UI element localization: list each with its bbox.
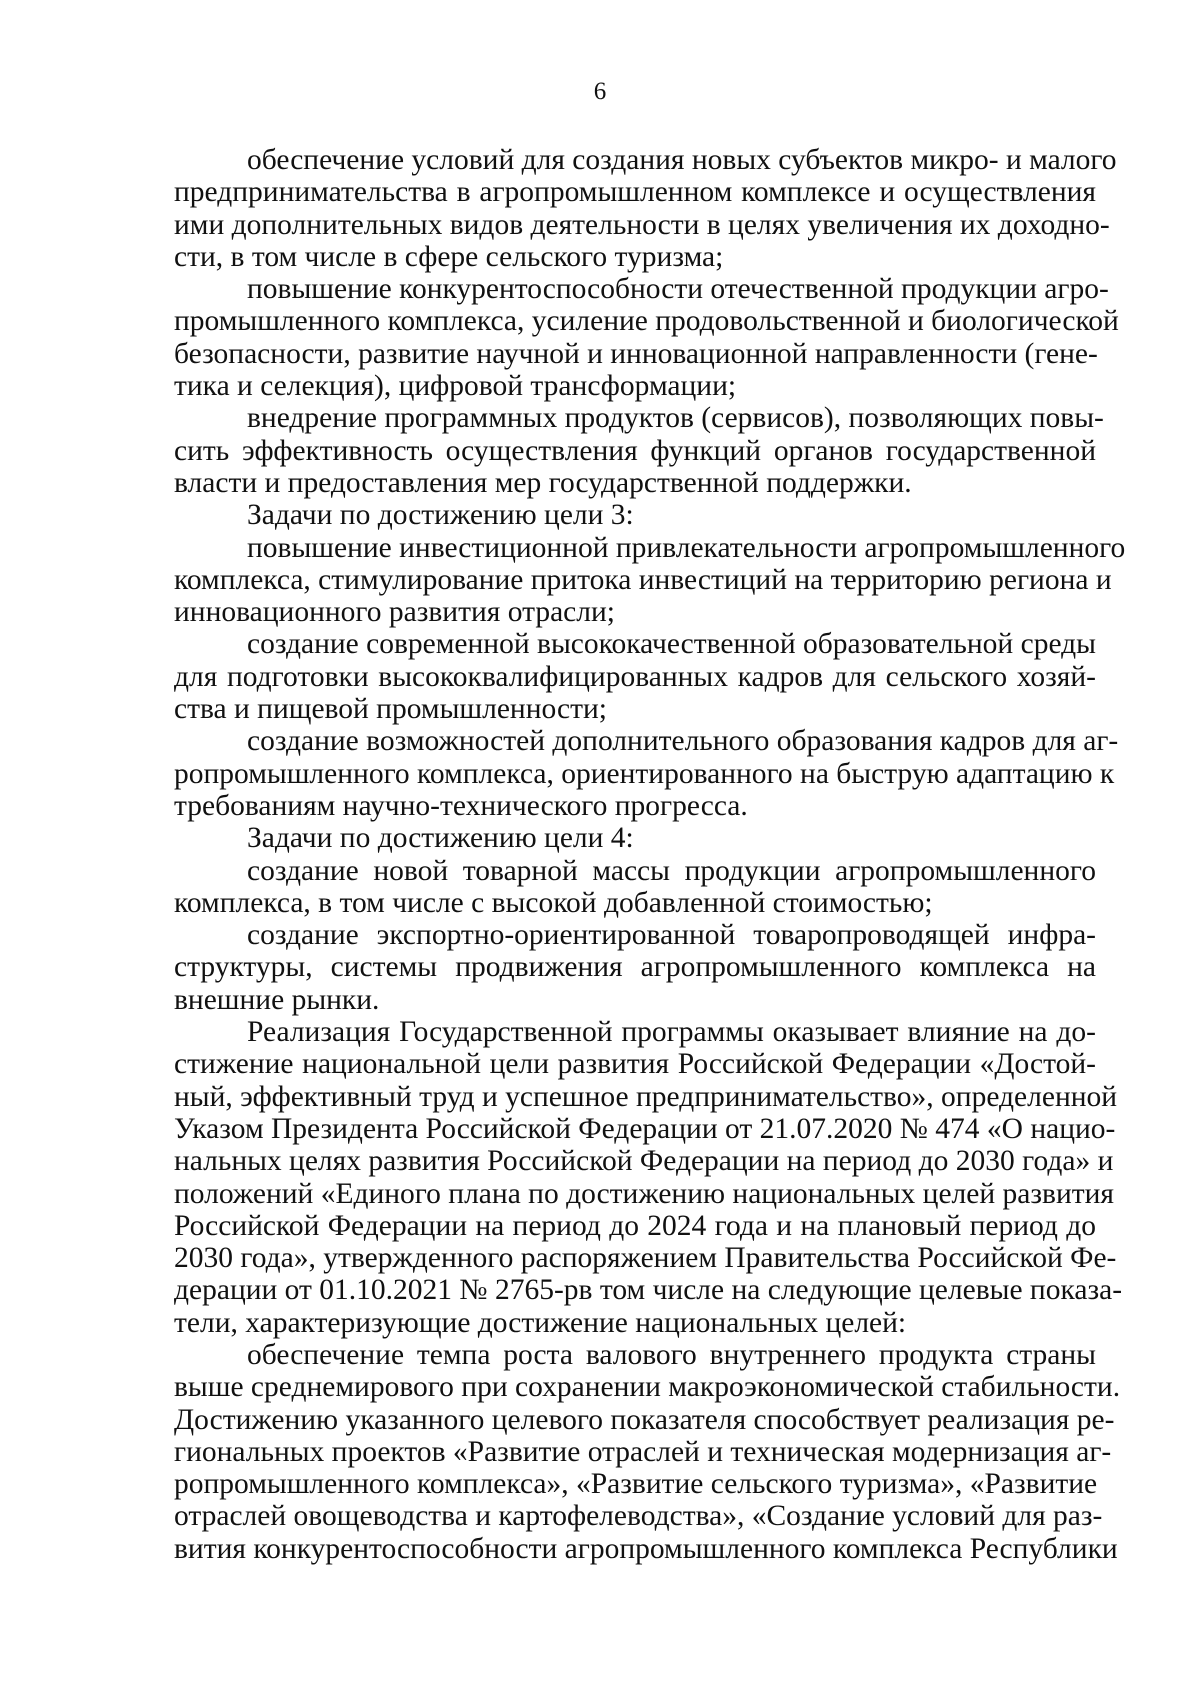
text-line: обеспечение условий для создания новых субъектов микро- и малого — [247, 144, 1117, 176]
text-line: сить эффективность осуществления функций органов государственной — [174, 434, 1096, 467]
text-line: сти, в том числе в сфере сельского туризма; — [174, 240, 724, 273]
text-line: Указом Президента Российской Федерации от 21.07.2020 № 474 «О нацио- — [174, 1112, 1116, 1145]
text-line: комплекса, в том числе с высокой добавленной стоимостью; — [174, 886, 933, 919]
text-line: Российской Федерации на период до 2024 года и на плановый период до — [174, 1209, 1096, 1242]
text-line: нальных целях развития Российской Федерации на период до 2030 года» и — [174, 1145, 1114, 1178]
text-line: комплекса, стимулирование притока инвестиций на территорию региона и — [174, 563, 1112, 596]
text-line: предпринимательства в агропромышленном комплексе и осуществления — [174, 176, 1096, 209]
text-line: ный, эффективный труд и успешное предпринимательство», определенной — [174, 1080, 1118, 1113]
text-line: внешние рынки. — [174, 983, 380, 1016]
text-line: ропромышленного комплекса», «Развитие сельского туризма», «Развитие — [174, 1468, 1098, 1501]
text-line: структуры, системы продвижения агропромышленного комплекса на — [174, 951, 1096, 984]
text-line: Реализация Государственной программы оказывает влияние на до- — [247, 1016, 1096, 1049]
text-line: власти и предоставления мер государственной поддержки. — [174, 466, 912, 499]
text-line: тика и селекция), цифровой трансформации; — [174, 370, 737, 403]
text-line: ропромышленного комплекса, ориентированного на быструю адаптацию к — [174, 757, 1115, 790]
text-line: ими дополнительных видов деятельности в целях увеличения их доходно- — [174, 208, 1110, 241]
text-line: для подготовки высококвалифицированных кадров для сельского хозяй- — [174, 660, 1096, 693]
text-line: Задачи по достижению цели 4: — [247, 822, 634, 855]
text-line: промышленного комплекса, усиление продовольственной и биологической — [174, 305, 1119, 338]
text-line: повышение конкурентоспособности отечественной продукции агро- — [247, 273, 1109, 306]
text-line: Задачи по достижению цели 3: — [247, 499, 634, 532]
text-line: создание экспортно-ориентированной товаропроводящей инфра- — [247, 919, 1096, 952]
document-body — [174, 144, 1126, 1565]
text-line: отраслей овощеводства и картофелеводства», «Создание условий для раз- — [174, 1500, 1103, 1533]
text-line: Достижению указанного целевого показателя способствует реализация ре- — [174, 1403, 1115, 1436]
text-line: обеспечение темпа роста валового внутреннего продукта страны — [247, 1338, 1096, 1371]
text-line: внедрение программных продуктов (сервисов), позволяющих повы- — [247, 402, 1104, 435]
text-line: тели, характеризующие достижение национальных целей: — [174, 1306, 907, 1339]
text-line: выше среднемирового при сохранении макроэкономической стабильности. — [174, 1371, 1121, 1404]
text-line: гиональных проектов «Развитие отраслей и техническая модернизация аг- — [174, 1435, 1112, 1468]
text-line: создание новой товарной массы продукции агропромышленного — [247, 854, 1096, 887]
text-line: требованиям научно-технического прогресса. — [174, 789, 748, 822]
text-line: создание возможностей дополнительного образования кадров для аг- — [247, 725, 1119, 758]
text-line: вития конкурентоспособности агропромышленного комплекса Республики — [174, 1532, 1118, 1565]
page-number: 6 — [593, 78, 607, 105]
text-line: стижение национальной цели развития Российской Федерации «Достой- — [174, 1048, 1096, 1081]
text-line: повышение инвестиционной привлекательности агропромышленного — [247, 531, 1126, 564]
text-line: инновационного развития отрасли; — [174, 596, 615, 629]
text-line: 2030 года», утвержденного распоряжением Правительства Российской Фе- — [174, 1242, 1117, 1275]
text-line: положений «Единого плана по достижению национальных целей развития — [174, 1177, 1114, 1210]
text-line: создание современной высококачественной образовательной среды — [247, 628, 1096, 661]
text-line: дерации от 01.10.2021 № 2765-рв том числе на следующие целевые показа- — [174, 1274, 1123, 1307]
text-line: безопасности, развитие научной и инновационной направленности (гене- — [174, 337, 1098, 370]
text-line: ства и пищевой промышленности; — [174, 693, 607, 726]
